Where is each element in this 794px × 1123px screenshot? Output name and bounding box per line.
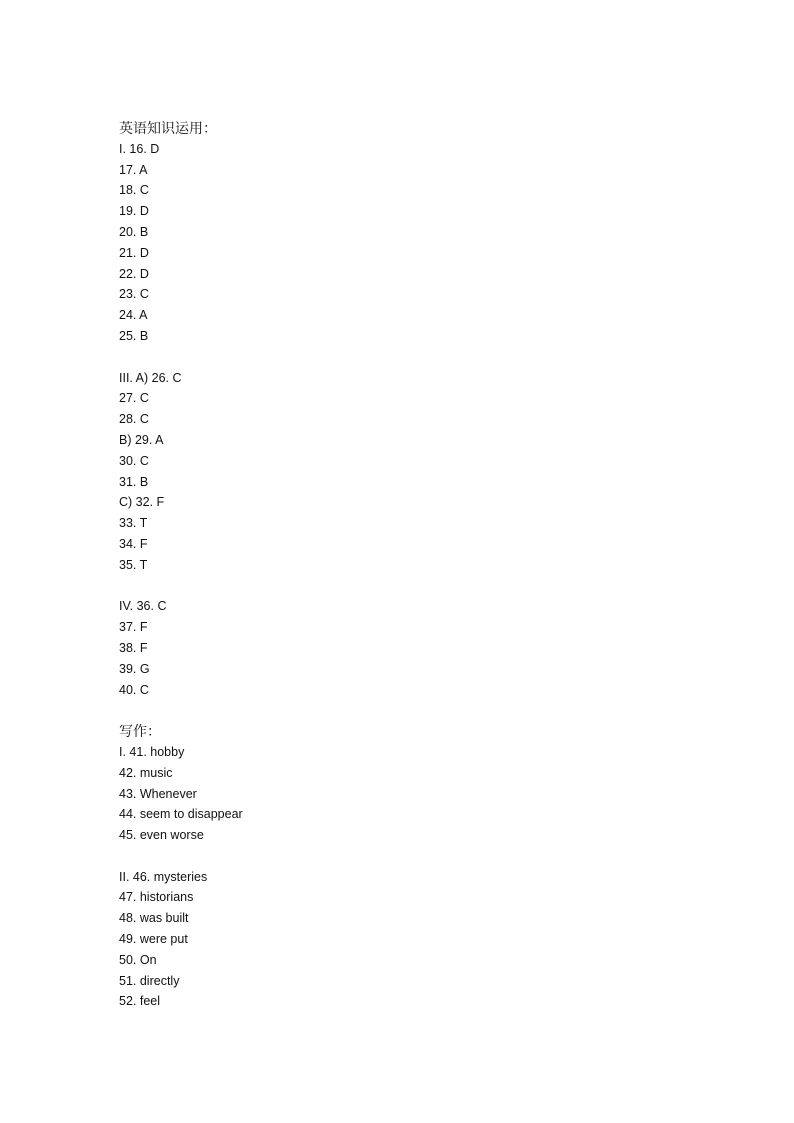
answer-line: 35. T bbox=[119, 557, 148, 572]
answer-line: 47. historians bbox=[119, 890, 194, 905]
answer-line: C) 32. F bbox=[119, 495, 165, 510]
answer-group bbox=[119, 139, 719, 347]
answer-line: I. 41. hobby bbox=[119, 744, 185, 759]
answer-line: III. A) 26. C bbox=[119, 370, 182, 385]
answer-line: 22. D bbox=[119, 266, 149, 281]
answer-line: 37. F bbox=[119, 620, 148, 635]
answer-group bbox=[119, 742, 719, 846]
answer-line: 34. F bbox=[119, 536, 148, 551]
answer-line: 20. B bbox=[119, 224, 149, 239]
section-heading: 写作： bbox=[119, 723, 161, 740]
answer-line: 21. D bbox=[119, 245, 149, 260]
answer-line: 43. Whenever bbox=[119, 786, 197, 801]
blank-line bbox=[119, 700, 719, 721]
answer-line: IV. 36. C bbox=[119, 599, 167, 614]
answer-line: 27. C bbox=[119, 391, 149, 406]
answer-line: 19. D bbox=[119, 204, 149, 219]
answer-line: 44. seem to disappear bbox=[119, 807, 243, 822]
answer-line: 17. A bbox=[119, 162, 148, 177]
answer-section bbox=[119, 118, 719, 721]
blank-line bbox=[119, 347, 719, 368]
answer-line: 52. feel bbox=[119, 994, 161, 1009]
answer-group bbox=[119, 596, 719, 700]
answer-line: 50. On bbox=[119, 952, 157, 967]
blank-line bbox=[119, 576, 719, 597]
answer-group bbox=[119, 867, 719, 1013]
answer-line: 23. C bbox=[119, 287, 149, 302]
answer-line: 45. even worse bbox=[119, 828, 204, 843]
blank-line bbox=[119, 846, 719, 867]
answer-line: 51. directly bbox=[119, 973, 180, 988]
answer-line: II. 46. mysteries bbox=[119, 869, 208, 884]
answer-line: 42. music bbox=[119, 765, 173, 780]
answer-key-document bbox=[119, 118, 719, 1012]
answer-line: 30. C bbox=[119, 453, 149, 468]
answer-line: 38. F bbox=[119, 640, 148, 655]
answer-line: 28. C bbox=[119, 412, 149, 427]
answer-group bbox=[119, 368, 719, 576]
answer-line: 25. B bbox=[119, 328, 149, 343]
answer-line: 24. A bbox=[119, 308, 148, 323]
answer-line: 31. B bbox=[119, 474, 149, 489]
section-heading: 英语知识运用： bbox=[119, 120, 217, 136]
answer-line: 48. was built bbox=[119, 911, 189, 926]
answer-section bbox=[119, 721, 719, 1012]
answer-line: 49. were put bbox=[119, 932, 188, 947]
answer-line: 18. C bbox=[119, 183, 149, 198]
answer-line: 33. T bbox=[119, 516, 148, 531]
answer-line: I. 16. D bbox=[119, 141, 160, 156]
answer-line: 39. G bbox=[119, 661, 150, 676]
answer-line: B) 29. A bbox=[119, 432, 164, 447]
answer-line: 40. C bbox=[119, 682, 149, 697]
